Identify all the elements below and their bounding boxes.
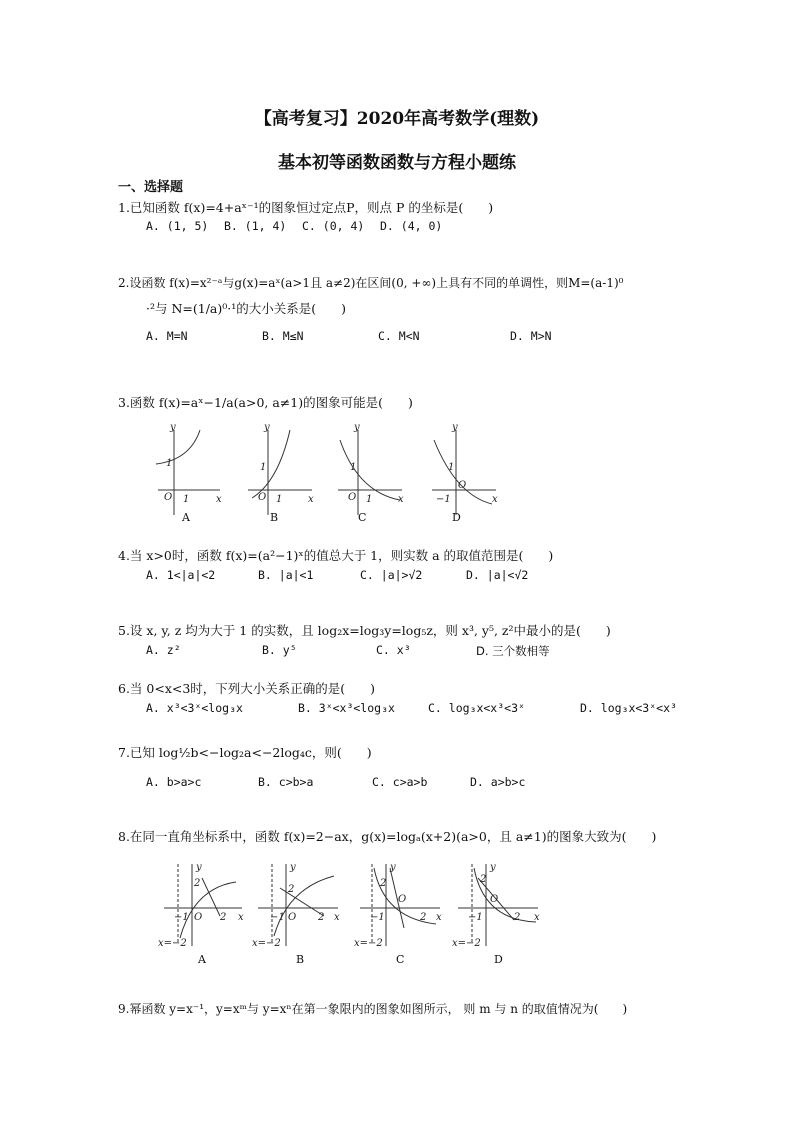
q4-option-c: C. |a|>√2 (360, 568, 423, 582)
svg-text:x: x (436, 912, 442, 923)
svg-text:2: 2 (420, 912, 427, 923)
svg-text:2: 2 (480, 874, 487, 885)
q3-label-b: B (270, 511, 279, 524)
q4-option-b: B. |a|<1 (258, 568, 314, 582)
svg-text:1: 1 (276, 494, 283, 505)
q8-label-a: A (198, 953, 206, 966)
svg-text:x=−2: x=−2 (158, 938, 187, 949)
svg-text:y: y (452, 422, 458, 433)
svg-text:2: 2 (220, 912, 227, 923)
q6-option-d: D. log₃x<3ˣ<x³ (580, 701, 677, 715)
section-heading: 一、选择题 (118, 180, 184, 195)
svg-text:−1: −1 (468, 912, 483, 923)
q5-option-b: B. y⁵ (262, 643, 297, 657)
svg-text:1: 1 (366, 494, 373, 505)
q7-option-a: A. b>a>c (146, 775, 202, 789)
svg-text:y: y (390, 862, 396, 873)
svg-text:O: O (288, 912, 297, 923)
q8-label-b: B (296, 953, 305, 966)
svg-text:2: 2 (288, 884, 295, 895)
svg-text:1: 1 (260, 462, 267, 473)
svg-text:x: x (334, 912, 340, 923)
question-9-stem: 9.幂函数 y=x⁻¹，y=xᵐ与 y=xⁿ在第一象限内的图象如图所示， 则 m 与 n 的取值情况为( ) (118, 1002, 628, 1016)
svg-text:x: x (492, 494, 498, 505)
q2-option-a: A. M=N (146, 329, 188, 343)
q6-option-a: A. x³<3ˣ<log₃x (146, 701, 243, 715)
svg-text:O: O (164, 492, 173, 503)
question-2-stem-cont: ·²与 N=(1/a)⁰·¹的大小关系是( ) (146, 301, 346, 316)
svg-text:y: y (490, 862, 496, 873)
q2-option-c: C. M<N (378, 329, 420, 343)
svg-text:2: 2 (194, 878, 201, 889)
q1-option-d: D. (4, 0) (380, 219, 443, 233)
question-6-stem: 6.当 0<x<3时，下列大小关系正确的是( ) (118, 681, 376, 696)
svg-text:O: O (194, 912, 203, 923)
q6-option-b: B. 3ˣ<x³<log₃x (298, 701, 395, 715)
svg-text:y: y (354, 422, 360, 433)
svg-text:y: y (264, 422, 270, 433)
svg-text:2: 2 (318, 912, 325, 923)
svg-text:x: x (308, 494, 314, 505)
svg-text:x: x (238, 912, 244, 923)
q7-option-b: B. c>b>a (258, 775, 314, 789)
page-title: 【高考复习】2020年高考数学(理数) (254, 109, 540, 129)
q1-option-b: B. (1, 4) (224, 219, 287, 233)
q8-label-d: D (494, 953, 503, 966)
q2-option-b: B. M≤N (262, 329, 304, 343)
q7-option-d: D. a>b>c (470, 775, 526, 789)
question-1-stem: 1.已知函数 f(x)=4+aˣ⁻¹的图象恒过定点P，则点 P 的坐标是( ) (118, 200, 494, 215)
svg-text:−1: −1 (436, 494, 451, 505)
question-3-stem: 3.函数 f(x)=aˣ−1/a(a>0, a≠1)的图象可能是( ) (118, 395, 413, 410)
question-4-stem: 4.当 x>0时，函数 f(x)=(a²−1)ˣ的值总大于 1，则实数 a 的取值范围是( ) (118, 548, 554, 563)
svg-text:1: 1 (166, 458, 173, 469)
q3-label-a: A (182, 511, 190, 524)
svg-text:−1: −1 (174, 912, 189, 923)
page-subtitle: 基本初等函数函数与方程小题练 (278, 153, 516, 173)
svg-text:1: 1 (183, 494, 190, 505)
question-7-stem: 7.已知 log½b<−log₂a<−2log₄c，则( ) (118, 745, 372, 760)
svg-text:−1: −1 (270, 912, 285, 923)
svg-text:x: x (398, 494, 404, 505)
q6-option-c: C. log₃x<x³<3ˣ (428, 701, 525, 715)
svg-text:y: y (196, 862, 202, 873)
svg-text:−1: −1 (370, 912, 385, 923)
svg-text:O: O (258, 492, 267, 503)
svg-text:x: x (216, 494, 222, 505)
svg-text:1: 1 (448, 462, 455, 473)
question-8-stem: 8.在同一直角坐标系中，函数 f(x)=2−ax，g(x)=logₐ(x+2)(a>0，且 a≠1)的图象大致为( ) (118, 829, 657, 844)
q2-option-d: D. M>N (510, 329, 552, 343)
q7-option-c: C. c>a>b (372, 775, 428, 789)
question-5-stem: 5.设 x, y, z 均为大于 1 的实数，且 log₂x=log₃y=log₅z，则 x³, y⁵, z²中最小的是( ) (118, 623, 611, 638)
svg-text:x=−2: x=−2 (452, 938, 481, 949)
q5-option-a: A. z² (146, 643, 181, 657)
svg-text:x=−2: x=−2 (252, 938, 281, 949)
svg-text:x=−2: x=−2 (354, 938, 383, 949)
q8-label-c: C (396, 953, 405, 966)
svg-text:O: O (398, 894, 407, 905)
svg-text:x: x (534, 912, 540, 923)
svg-text:O: O (348, 492, 357, 503)
svg-text:2: 2 (514, 912, 521, 923)
question-2-stem: 2.设函数 f(x)=x²⁻ᵃ与g(x)=aˣ(a>1且 a≠2)在区间(0, +∞)上具有不同的单调性，则M=(a-1)⁰ (118, 276, 624, 290)
svg-text:O: O (490, 894, 499, 905)
svg-text:2: 2 (380, 878, 387, 889)
q1-option-c: C. (0, 4) (302, 219, 365, 233)
q3-label-d: D (452, 511, 461, 524)
svg-text:1: 1 (350, 462, 357, 473)
q1-option-a: A. (1, 5) (146, 219, 209, 233)
q5-option-d: D. 三个数相等 (476, 644, 550, 658)
svg-text:y: y (290, 862, 296, 873)
svg-text:O: O (458, 480, 467, 491)
q8-graph-options (158, 858, 548, 954)
q4-option-d: D. |a|<√2 (466, 568, 529, 582)
q3-label-c: C (358, 511, 367, 524)
q4-option-a: A. 1<|a|<2 (146, 568, 216, 582)
q5-option-c: C. x³ (376, 643, 411, 657)
svg-text:y: y (170, 422, 176, 433)
